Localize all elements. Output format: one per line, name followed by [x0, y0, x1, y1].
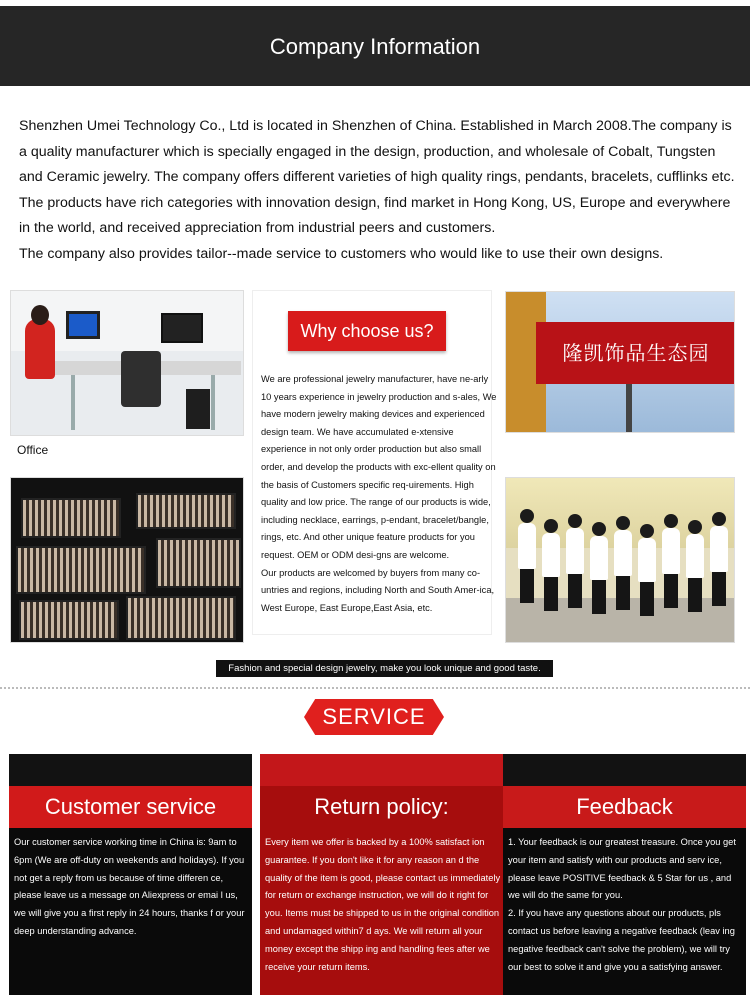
page-header	[0, 0, 750, 86]
feedback-text-2: 2. If you have any questions about our products, pls contact us before leaving a negative feedback (leav ing negative feedback can't solve the problem), we will try our best to solve it and give you a satisfying answer.	[508, 908, 735, 972]
why-choose-us-button[interactable]: Why choose us?	[288, 311, 446, 351]
customer-service-text: Our customer service working time in China is: 9am to 6pm (We are off-duty on weekends and holidays). If you not get a reply from us because of time differen ce, please leave us a message on Aliexpress or emai l us, we will give you a first reply in 24 hours, thanks f or your deep understanding advance.	[14, 837, 245, 936]
why-choose-us-panel	[252, 290, 497, 635]
monitor-icon	[66, 311, 100, 339]
intro-paragraph-2: The company also provides tailor--made service to customers who would like to use their own designs.	[19, 245, 664, 262]
why-paragraph-1: We are professional jewelry manufacturer, have ne-arly 10 years experience in jewelry production and s-ales, We have modern jewelry making devices and experienced design team. We have accumulated e-xtensive experience in not only order production but also small order, and develop the products with exc-ellent quality on the basis of Customers specific req-uirements. High quality and low price. The range of our products is wide, including necklace, earrings, p-endant, bracelet/bangle, rings, etc. And other unique feature products for you request. OEM or ODM desi-gns are welcome.	[261, 374, 497, 560]
divider	[0, 687, 750, 689]
feedback-title: Feedback	[503, 786, 746, 828]
intro-paragraph-1: Shenzhen Umei Technology Co., Ltd is located in Shenzhen of China. Established in March 2008.The company is a quality manufacturer which is specially engaged in the design, production, and wholesale of Cobalt, Tungsten and Ceramic jewelry. The company offers different varieties of high quality rings, pendants, bracelets, cufflinks etc. The products have rich categories with innovation design, find market in Hong Kong, US, Europe and everywhere in the world, and received appreciation from industrial peers and customers.	[19, 118, 735, 236]
monitor-icon	[161, 313, 203, 343]
customer-service-title: Customer service	[9, 786, 252, 828]
return-policy-text: Every item we offer is backed by a 100% satisfact ion guarantee. If you don't like it for any reason an d the quality of the item is good, please contact us immediately for return or exchange instruction, we will do it right for you. Items must be shipped to us in the original condition and undamaged within7 d ays. We will return all your money except the shipp ing and handling fees after we receive your return items.	[265, 837, 501, 972]
service-badge	[304, 699, 444, 735]
return-policy-title: Return policy:	[314, 794, 449, 819]
why-paragraph-2: Our products are welcomed by buyers from many co-untries and regions, including North and South Amer-ica, West Europe, East Europe,East Asia, etc.	[261, 567, 495, 613]
office-photo	[10, 290, 244, 436]
team-photo	[505, 477, 735, 643]
jewelry-display-photo	[10, 477, 244, 643]
office-label: Office	[17, 443, 49, 457]
page-title: Company Information	[269, 34, 481, 59]
company-intro	[19, 114, 741, 267]
tagline: Fashion and special design jewelry, make you look unique and good taste.	[216, 660, 553, 677]
factory-building-photo	[505, 291, 735, 433]
why-choose-us-text	[261, 371, 497, 617]
customer-service-panel	[9, 754, 252, 995]
service-label: SERVICE	[322, 704, 426, 729]
return-policy-panel	[260, 754, 503, 995]
feedback-text-1: 1. Your feedback is our greatest treasure. Once you get your item and satisfy with our products and serv ice, please leave POSITIVE feedback & 5 Star for us , and we will do the same for you.	[508, 837, 736, 901]
building-sign: 隆凯饰品生态园	[536, 322, 735, 384]
feedback-panel	[503, 754, 746, 995]
